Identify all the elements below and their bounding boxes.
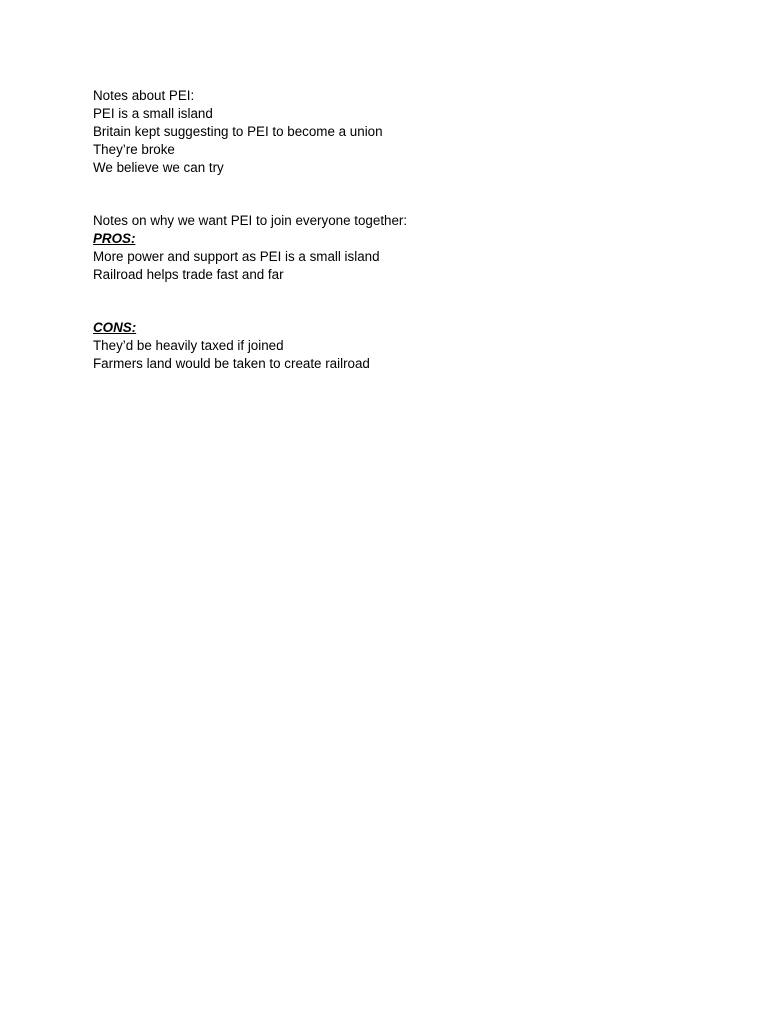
note-line-3: They’re broke [93, 142, 175, 157]
cons-item-1: They’d be heavily taxed if joined [93, 338, 284, 353]
why-join-title: Notes on why we want PEI to join everyone together: [93, 213, 408, 228]
document-body [93, 87, 713, 373]
pros-heading: PROS: [93, 231, 136, 246]
notes-about-pei-title: Notes about PEI: [93, 88, 195, 103]
pros-item-1: More power and support as PEI is a small island [93, 249, 380, 264]
note-line-2: Britain kept suggesting to PEI to become a union [93, 124, 383, 139]
pros-item-2: Railroad helps trade fast and far [93, 267, 284, 282]
note-line-4: We believe we can try [93, 160, 224, 175]
spacer [93, 284, 713, 319]
cons-item-2: Farmers land would be taken to create railroad [93, 356, 370, 371]
cons-heading: CONS: [93, 320, 137, 335]
note-line-1: PEI is a small island [93, 106, 213, 121]
spacer [93, 177, 713, 212]
